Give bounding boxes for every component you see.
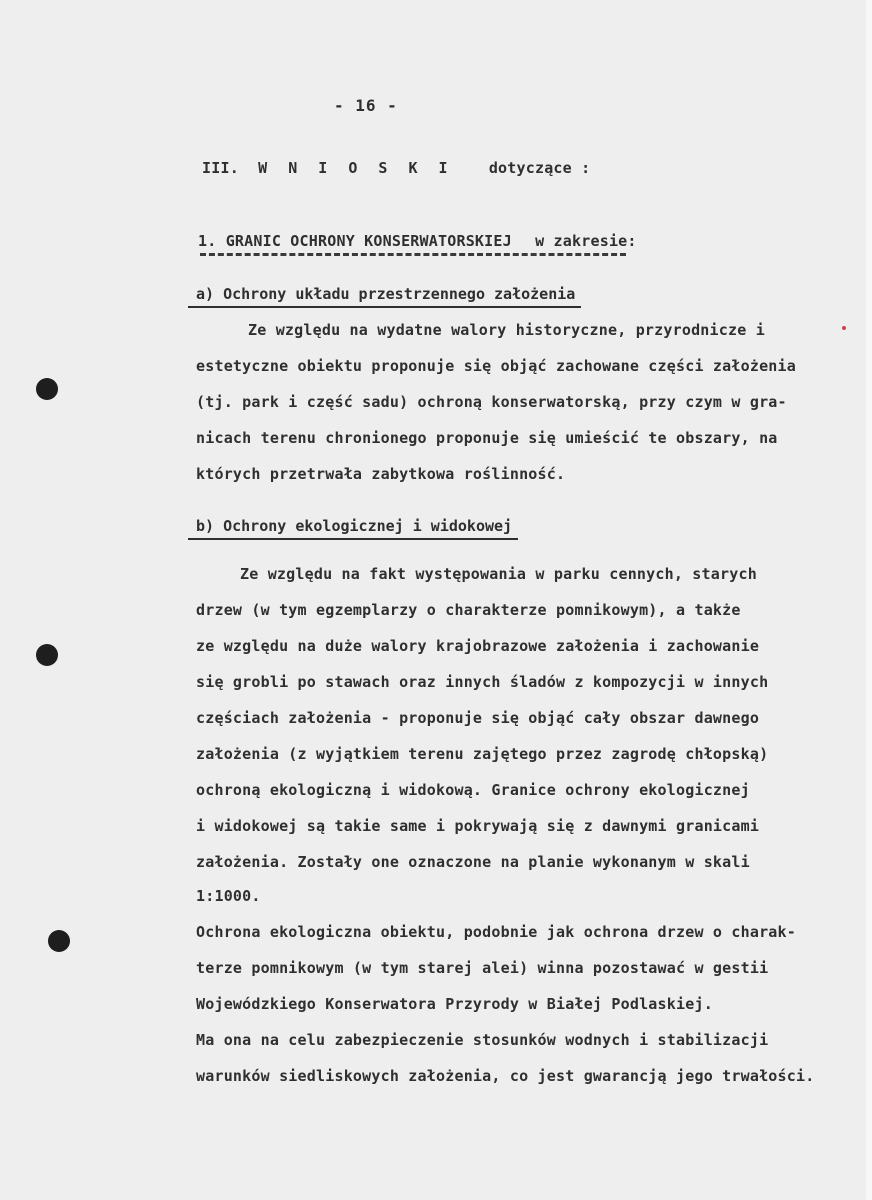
part-b-line: Ma ona na celu zabezpieczenie stosunków wodnych i stabilizacji: [196, 1031, 769, 1049]
part-b-heading-text: b) Ochrony ekologicznej i widokowej: [196, 517, 513, 535]
part-a-heading: [196, 284, 575, 304]
part-b-line: założenia (z wyjątkiem terenu zajętego przez zagrodę chłopską): [196, 745, 769, 763]
punch-hole: [36, 644, 58, 666]
part-b-line: Ze względu na fakt występowania w parku cennych, starych: [240, 565, 757, 583]
part-b-line: warunków siedliskowych założenia, co jest gwarancją jego trwałości.: [196, 1067, 815, 1085]
part-a-line: (tj. park i część sadu) ochroną konserwatorską, przy czym w gra-: [196, 393, 787, 411]
page-number: - 16 -: [334, 96, 398, 115]
section-suffix: dotyczące :: [488, 159, 591, 177]
dashed-underline: [200, 253, 626, 256]
punch-hole: [48, 930, 70, 952]
stray-mark: [842, 326, 846, 330]
part-a-line: nicach terenu chronionego proponuje się umieścić te obszary, na: [196, 429, 778, 447]
part-a-heading-text: a) Ochrony układu przestrzennego założenia: [196, 285, 576, 303]
subsection-suffix: w zakresie:: [535, 232, 637, 250]
part-b-heading: [196, 516, 512, 536]
part-b-line: Wojewódzkiego Konserwatora Przyrody w Białej Podlaskiej.: [196, 995, 713, 1013]
part-a-underline: [188, 306, 581, 308]
part-b-line: ochroną ekologiczną i widokową. Granice ochrony ekologicznej: [196, 781, 750, 799]
part-b-line: założenia. Zostały one oznaczone na planie wykonanym w skali: [196, 853, 750, 871]
part-b-line: 1:1000.: [196, 887, 261, 905]
part-b-underline: [188, 538, 518, 540]
part-b-line: terze pomnikowym (w tym starej alei) winna pozostawać w gestii: [196, 959, 769, 977]
part-b-line: i widokowej są takie same i pokrywają się z dawnymi granicami: [196, 817, 760, 835]
section-numeral: III.: [202, 159, 239, 177]
part-a-line: Ze względu na wydatne walory historyczne, przyrodnicze i: [248, 321, 765, 339]
subsection-title: 1. GRANIC OCHRONY KONSERWATORSKIEJ: [198, 232, 512, 250]
part-b-line: częściach założenia - proponuje się objąć cały obszar dawnego: [196, 709, 760, 727]
section-title: W N I O S K I: [258, 159, 454, 177]
section-heading: [202, 158, 590, 178]
subsection-heading: [198, 231, 637, 251]
part-a-line: estetyczne obiektu proponuje się objąć zachowane części założenia: [196, 357, 796, 375]
part-b-line: drzew (w tym egzemplarzy o charakterze pomnikowym), a także: [196, 601, 741, 619]
part-a-line: których przetrwała zabytkowa roślinność.: [196, 465, 566, 483]
punch-hole: [36, 378, 58, 400]
part-b-line: ze względu na duże walory krajobrazowe założenia i zachowanie: [196, 637, 760, 655]
part-b-line: się grobli po stawach oraz innych śladów z kompozycji w innych: [196, 673, 769, 691]
part-b-line: Ochrona ekologiczna obiektu, podobnie jak ochrona drzew o charak-: [196, 923, 796, 941]
paper-edge: [866, 0, 872, 1200]
